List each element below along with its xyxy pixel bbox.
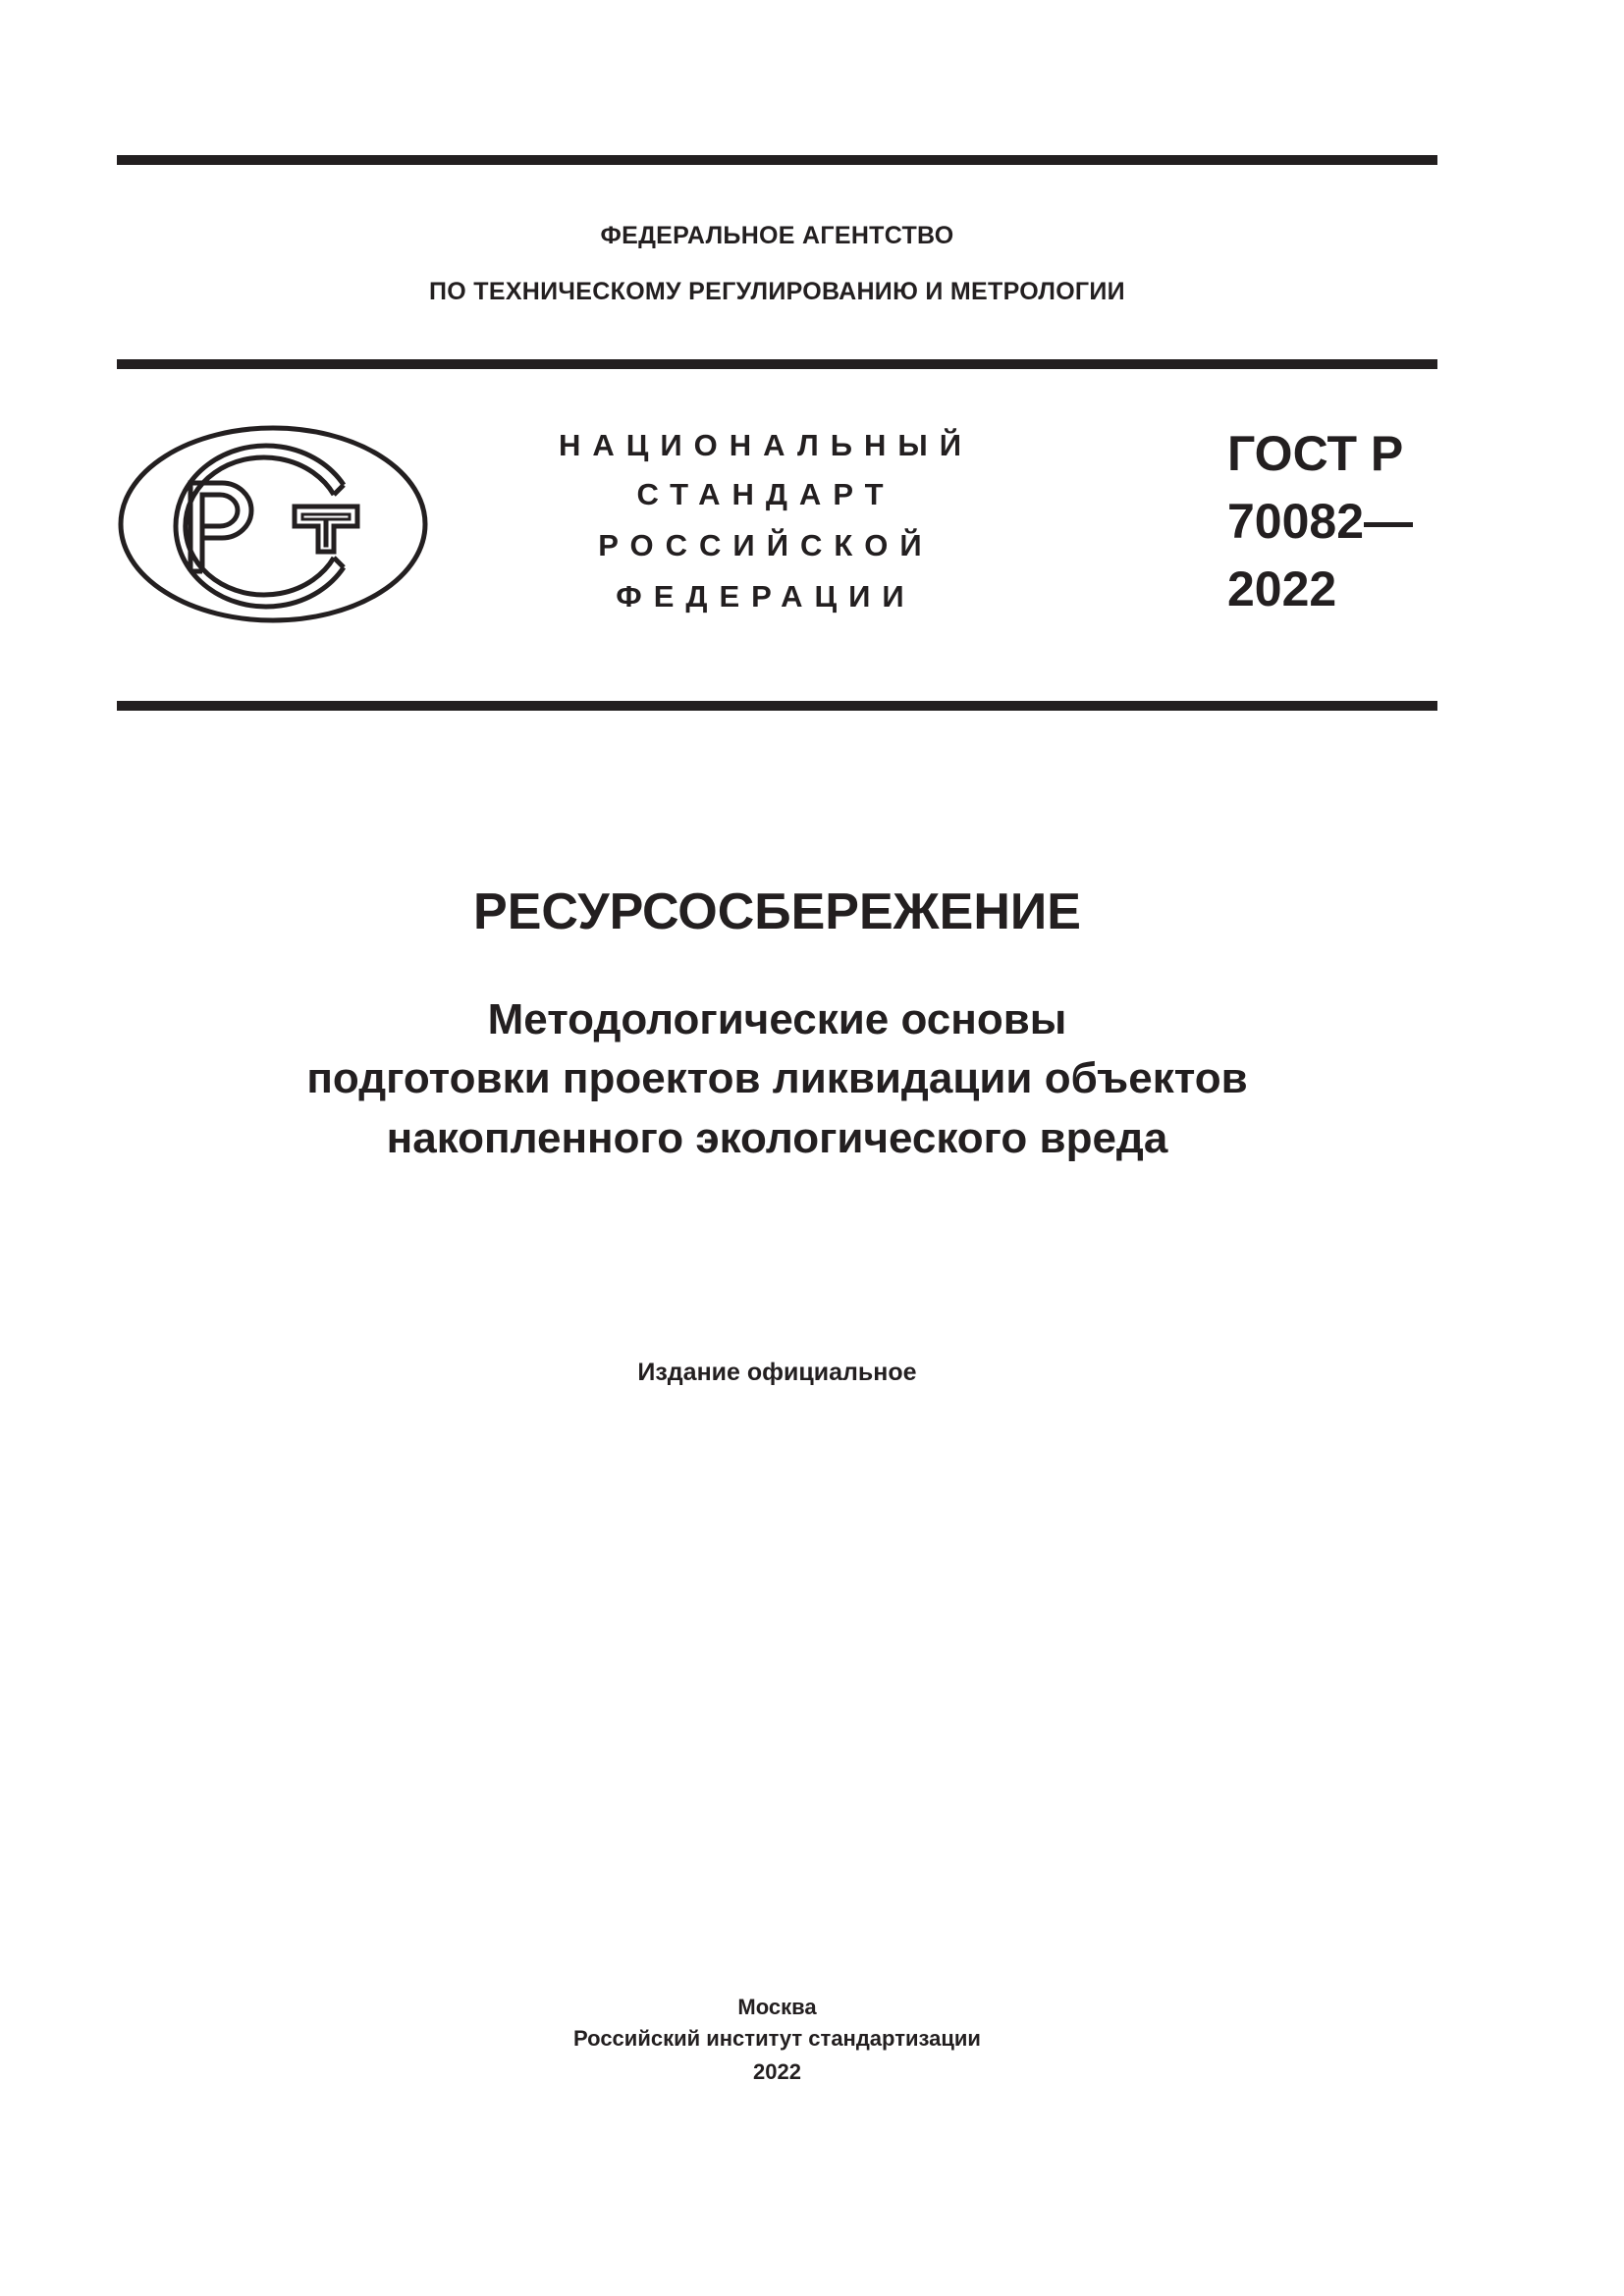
rst-certification-mark-icon: [116, 424, 430, 625]
gost-designation-number: 70082—: [1227, 494, 1414, 549]
standard-type-line-4: ФЕДЕРАЦИИ: [616, 579, 916, 614]
standard-type-line-2: СТАНДАРТ: [636, 477, 895, 511]
agency-name-line-2: ПО ТЕХНИЧЕСКОМУ РЕГУЛИРОВАНИЮ И МЕТРОЛОГИИ: [429, 278, 1125, 305]
document-subtitle-line-1: Методологические основы: [487, 995, 1067, 1043]
standard-type-line-1: НАЦИОНАЛЬНЫЙ: [558, 428, 974, 462]
gost-designation-year: 2022: [1227, 561, 1337, 616]
title-block-divider: [117, 701, 1437, 711]
edition-note: Издание официальное: [637, 1359, 917, 1386]
agency-name-line-1: ФЕДЕРАЛЬНОЕ АГЕНТСТВО: [600, 222, 954, 249]
standard-type-line-3: РОССИЙСКОЙ: [598, 528, 934, 562]
document-subtitle-line-3: накопленного экологического вреда: [386, 1114, 1168, 1162]
header-divider: [117, 359, 1437, 369]
document-subtitle-line-2: подготовки проектов ликвидации объектов: [306, 1054, 1248, 1102]
gost-designation-prefix: ГОСТ Р: [1227, 426, 1404, 481]
imprint-city: Москва: [737, 1995, 817, 2019]
imprint-publisher: Российский институт стандартизации: [573, 2026, 981, 2051]
imprint-year: 2022: [753, 2059, 801, 2084]
rst-logo: [116, 424, 430, 625]
document-main-title: РЕСУРСОСБЕРЕЖЕНИЕ: [473, 883, 1081, 940]
top-divider: [117, 155, 1437, 165]
